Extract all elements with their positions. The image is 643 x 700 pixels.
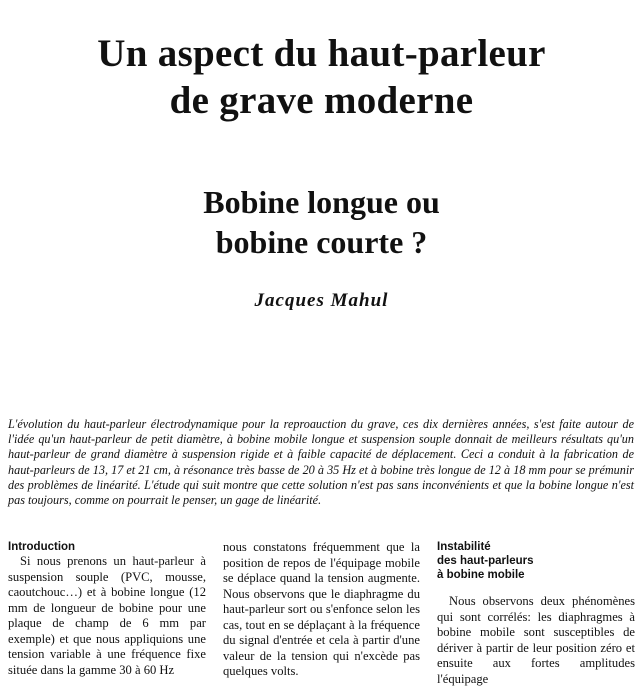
section-heading-instabilite [437,540,635,582]
column-3-text: Nous observons deux phénomènes qui sont corrélés: les diaphragmes à bobine mobile sont susceptibles de dériver à partir de leur position zéro et ensuite aux fortes amplitudes l'équipage [437,594,635,686]
column-3 [437,540,635,687]
subtitle-line-1: Bobine longue ou [203,184,440,220]
heading-line-1: Instabilité [437,541,491,553]
abstract-paragraph: L'évolution du haut-parleur électrodynamique pour la reproauction du grave, ces dix dernières années, s'est faite autour de l'idée qu'un haut-parleur de petit diamètre, à bobine mobile longue et suspension souple donnait de meilleurs résultats qu'un haut-parleur de grand diamètre à suspension rigide et à faible capacité de déplacement. Ceci a conduit à la fabrication de haut-parleurs de 13, 17 et 21 cm, à résonance très basse de 20 à 35 Hz et à bobine très longue de 12 à 18 mm pour se prémunir des problèmes de linéarité. L'étude qui suit montre que cette solution n'est pas sans inconvénients et que la bobine longue n'est pas toujours, comme on pourrait le penser, un gage de linéarité. [8,417,634,508]
article-title [0,30,643,124]
heading-line-2: des haut-parleurs [437,555,534,567]
subtitle-line-2: bobine courte ? [215,224,428,260]
article-subtitle [0,182,643,262]
heading-line-3: à bobine mobile [437,569,525,581]
section-heading-introduction: Introduction [8,541,76,553]
column-2-text: nous constatons fréquemment que la position de repos de l'équipage mobile se déplace quand la tension augmente. Nous observons que le diaphragme du haut-parleur sort ou s'enfonce selon les cas, tout en se déplaçant à la fréquence du signal d'entrée et cela à partir d'une valeur de la tension qui n'excède pas quelques volts. [223,540,420,678]
title-line-2: de grave moderne [169,79,474,122]
title-line-1: Un aspect du haut-parleur [97,32,546,75]
column-2 [223,540,420,680]
author-name: Jacques Mahul [254,290,389,311]
column-1 [8,540,206,678]
column-1-text: Si nous prenons un haut-parleur à suspension souple (PVC, mousse, caoutchouc…) et à bobine longue (12 mm de longueur de bobine pour une plaque de champ de 6 mm par exemple) et que nous appliquions une tension variable à une fréquence fixe située dans la gamme 30 à 60 Hz [8,554,206,677]
